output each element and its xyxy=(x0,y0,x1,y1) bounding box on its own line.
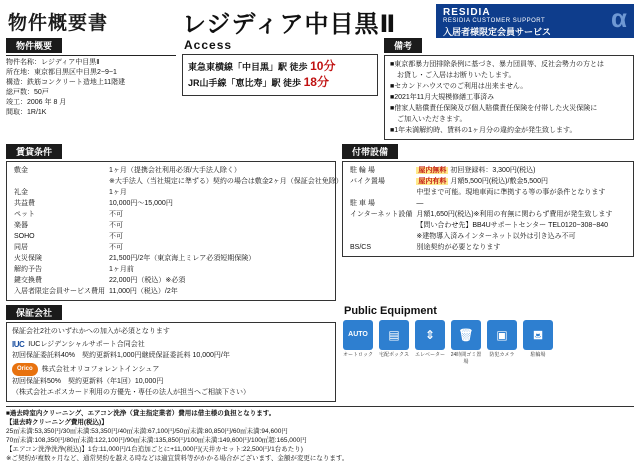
facilities-panel xyxy=(342,161,634,257)
row-value: 不可 xyxy=(109,244,123,251)
document-header xyxy=(6,4,634,38)
table-row xyxy=(12,209,345,220)
access-minutes: 10 xyxy=(310,59,324,73)
conditions-table xyxy=(12,165,345,297)
footer-line: 25㎡未満:53,350円/30㎡未満:53,350円/40㎡未満:67,100円/50㎡未満:80,850円/60㎡未満:94,600円 xyxy=(6,428,288,435)
row-value: ※大手法人（当社規定に準ずる）契約の場合は敷金2ヶ月（保証会社免除） xyxy=(109,178,343,185)
elevator-icon: ⇕ xyxy=(415,320,445,350)
row-value: 不可 xyxy=(109,211,123,218)
table-row xyxy=(348,187,628,198)
remarks-box xyxy=(384,55,634,140)
company-terms: 初回保証委託料40% 契約更新料1,000円継続保証委託料 10,000円/年 xyxy=(12,352,230,359)
table-row xyxy=(12,242,345,253)
bicycle-parking-icon: ⛾ xyxy=(523,320,553,350)
equipment-caption: 防犯カメラ xyxy=(489,352,515,358)
row-value: 別途契約が必要となります xyxy=(416,244,501,251)
row-value: 10,000円～15,000円 xyxy=(109,200,173,207)
security-camera-icon: ▣ xyxy=(487,320,517,350)
middle-section xyxy=(6,144,634,301)
row-text: 初回登録料：3,300円(税込) xyxy=(450,167,536,174)
table-row xyxy=(348,176,628,187)
row-key: 駐 輪 場 xyxy=(350,167,375,174)
table-row xyxy=(12,231,345,242)
facilities-section xyxy=(342,144,634,301)
table-row xyxy=(12,253,345,264)
company-name: 株式会社オリコフォレントインシュア xyxy=(41,366,160,373)
table-row xyxy=(348,198,628,209)
list-item: 所在地：東京都目黒区中目黒2−9−1 xyxy=(6,69,117,76)
access-minutes-unit: 分 xyxy=(323,59,336,73)
row-value: 中型まで可能。現地車両に準拠する等の事が条件となります xyxy=(416,189,606,196)
equipment-item xyxy=(522,320,554,365)
list-item: 物件名称：レジディア中目黒Ⅱ xyxy=(6,59,100,66)
list-item: ■2021年11月大規模修繕工事済み xyxy=(390,94,495,101)
guarantee-company-2 xyxy=(12,363,330,376)
brand-alpha-mark: α xyxy=(611,4,627,33)
row-key: ペット xyxy=(14,211,35,218)
table-row xyxy=(12,187,345,198)
row-value: 不可 xyxy=(109,222,123,229)
list-item: ご加入いただきます。 xyxy=(390,116,467,123)
access-section xyxy=(182,38,378,140)
table-row xyxy=(12,176,345,187)
table-row xyxy=(348,165,628,176)
equipment-item xyxy=(486,320,518,365)
list-item: ■東京都暴力団排除条例に基づき、暴力団員等、反社会勢力の方とは xyxy=(390,61,604,68)
table-row xyxy=(348,209,628,220)
equipment-item xyxy=(450,320,482,365)
table-row xyxy=(12,220,345,231)
table-row xyxy=(12,165,345,176)
row-value: ※建物導入済みインターネット以外は引き込み不可 xyxy=(416,233,576,240)
row-value: 22,000円（税込）※必須 xyxy=(109,277,186,284)
public-equipment-title: Public Equipment xyxy=(344,305,437,317)
row-badge: 屋内無料 xyxy=(418,167,447,174)
list-item: 間取：1R/1K xyxy=(6,109,47,116)
guarantee-title: 保証会社 xyxy=(6,305,62,320)
table-row xyxy=(12,198,345,209)
company-note: （株式会社エポスカード利用の方優先・専任の法人が担当へご相談下さい） xyxy=(12,389,250,396)
row-key: 鍵交換費 xyxy=(14,277,42,284)
footer-notes xyxy=(6,406,634,463)
table-row xyxy=(12,264,345,275)
access-line xyxy=(188,59,372,75)
overview-section xyxy=(6,38,176,140)
access-walk-label: 徒歩 xyxy=(289,62,308,72)
list-item: ■借家人賠償責任保険及び個人賠償責任保険を付帯した火災保険に xyxy=(390,105,598,112)
delivery-box-icon: ▤ xyxy=(379,320,409,350)
equipment-item xyxy=(342,320,374,365)
row-key: BS/CS xyxy=(350,244,372,251)
list-item: 総戸数：50戸 xyxy=(6,89,49,96)
row-key: 礼金 xyxy=(14,189,28,196)
row-key xyxy=(348,220,414,231)
equipment-caption: オートロック xyxy=(343,352,373,358)
row-key xyxy=(12,176,107,187)
guarantee-company-1 xyxy=(12,339,330,350)
row-value xyxy=(414,176,628,187)
access-minutes: 18 xyxy=(303,75,317,89)
row-key: SOHO xyxy=(14,233,35,240)
row-value: 11,000円（税込）/2年 xyxy=(109,288,178,295)
equipment-item xyxy=(378,320,410,365)
row-key xyxy=(348,187,414,198)
row-badge: 屋内有料 xyxy=(418,178,447,185)
footer-line: 【退去時クリーニング費用(税込)】 xyxy=(6,419,108,426)
facilities-title: 付帯設備 xyxy=(342,144,398,159)
access-line xyxy=(188,75,372,91)
top-section xyxy=(6,38,634,140)
row-key xyxy=(348,231,414,242)
access-title: Access xyxy=(184,38,233,52)
overview-list xyxy=(6,58,176,118)
facilities-table xyxy=(348,165,628,253)
equipment-caption: エレベーター xyxy=(414,352,445,358)
footer-line: 70㎡未満:108,350円/80㎡未満:122,100円/90㎡未満:135,850円/100㎡未満:149,600円/100㎡超:165,000円 xyxy=(6,437,307,444)
company-terms: 初回保証料50% 契約更新料（年1回）10,000円 xyxy=(12,378,164,385)
iuc-logo-icon: IUC xyxy=(12,340,25,349)
equipment-caption: 駐輪場 xyxy=(530,352,546,358)
brand-line-3: 入居者様限定会員サービス xyxy=(443,27,552,37)
list-item: ■1年未満解約時、賃料の1ヶ月分の違約金が発生致します。 xyxy=(390,127,577,134)
row-key: 駐 車 場 xyxy=(350,200,375,207)
row-key: 解約予告 xyxy=(14,266,42,273)
row-value: 不可 xyxy=(109,233,123,240)
brand-banner xyxy=(436,4,634,38)
equipment-item xyxy=(414,320,446,365)
row-value xyxy=(414,165,628,176)
list-item: 構造：鉄筋コンクリート造地上11階建 xyxy=(6,79,126,86)
footer-line: ■過去時室内クリーニング、エアコン洗浄（貸主指定業者）費用は借主様の負担となります。 xyxy=(6,410,276,417)
access-walk-label: 徒歩 xyxy=(283,78,302,88)
access-station: 「恵比寿」駅 xyxy=(226,78,281,88)
guarantee-section xyxy=(6,305,336,402)
row-value: 月額1,650円(税込)※利用の有無に関わらず費用が発生致します xyxy=(416,211,613,218)
public-equipment-icons xyxy=(342,320,634,365)
row-value: 1ヶ月 xyxy=(109,189,127,196)
list-item: お貸し・ご入居はお断りいたします。 xyxy=(390,72,516,79)
row-value: 1ヶ月前 xyxy=(109,266,134,273)
document-title: 物件概要書 xyxy=(8,13,109,34)
row-key: バイク置場 xyxy=(350,178,385,185)
table-row xyxy=(348,220,628,231)
guarantee-note: 保証会社2社のいずれかへの加入が必須となります xyxy=(12,328,170,335)
property-title: レジディア中目黒Ⅱ xyxy=(182,11,397,38)
lower-section xyxy=(6,305,634,402)
table-row xyxy=(12,286,345,297)
public-equipment-section xyxy=(342,305,634,402)
conditions-panel xyxy=(6,161,343,301)
access-box xyxy=(182,54,378,96)
row-key: 同居 xyxy=(14,244,28,251)
list-item: 竣工：2006 年 8 月 xyxy=(6,99,67,106)
list-item: ■セカンドハウスでのご利用は出来ません。 xyxy=(390,83,528,90)
row-value: ― xyxy=(416,200,424,207)
overview-divider xyxy=(6,55,176,56)
equipment-caption: 24時間ゴミ置場 xyxy=(450,352,482,365)
row-key: インターネット設備 xyxy=(350,211,413,218)
company-name: IUCレジデンシャルサポート合同会社 xyxy=(28,341,145,348)
brand-line-1: RESIDIA xyxy=(443,7,491,18)
conditions-section xyxy=(6,144,343,301)
footer-line: 【エアコン洗浄洗浄(税込)】1台:11,000円/1台追加ごとに+11,000円(天井カセット:22,500円/1台あたり) xyxy=(6,446,303,453)
row-key: 敷金 xyxy=(14,167,28,174)
auto-lock-icon: AUTO xyxy=(343,320,373,350)
row-value: 1ヶ月（提携会社利用必須/大手法人除く） xyxy=(109,167,241,174)
row-key: 共益費 xyxy=(14,200,35,207)
trash-room-icon: 🗑 xyxy=(451,320,481,350)
row-key: 楽器 xyxy=(14,222,28,229)
conditions-title: 賃貸条件 xyxy=(6,144,62,159)
row-value: 21,500円/2年（東京海上ミレア必須短期保険） xyxy=(109,255,256,262)
access-minutes-unit: 分 xyxy=(316,75,329,89)
overview-title: 物件概要 xyxy=(6,38,62,53)
row-value: 【問い合わせ先】BB4Uサポートセンター TEL0120−308−840 xyxy=(416,222,609,229)
remarks-title: 備考 xyxy=(384,38,422,53)
table-row xyxy=(12,275,345,286)
brand-line-2: RESIDIA CUSTOMER SUPPORT xyxy=(443,18,546,24)
equipment-caption: 宅配ボックス xyxy=(379,352,409,358)
row-key: 入居者限定会員サービス費用 xyxy=(14,288,105,295)
access-route: 東急東横線 xyxy=(188,62,234,72)
guarantee-panel xyxy=(6,322,336,402)
table-row xyxy=(348,231,628,242)
remarks-section xyxy=(384,38,634,140)
access-route: JR山手線 xyxy=(188,78,227,88)
footer-line: ※ご契約が複数ヶ月など、通常契約を越える時などは適宜賃料等がかかる場合がございます、金額が変更になります。 xyxy=(6,455,349,462)
orico-logo-icon: Orico xyxy=(12,363,38,376)
access-station: 「中目黒」駅 xyxy=(233,62,288,72)
table-row xyxy=(348,242,628,253)
row-text: 月額5,500円(税込)/敷金5,500円 xyxy=(450,178,548,185)
row-key: 火災保険 xyxy=(14,255,42,262)
